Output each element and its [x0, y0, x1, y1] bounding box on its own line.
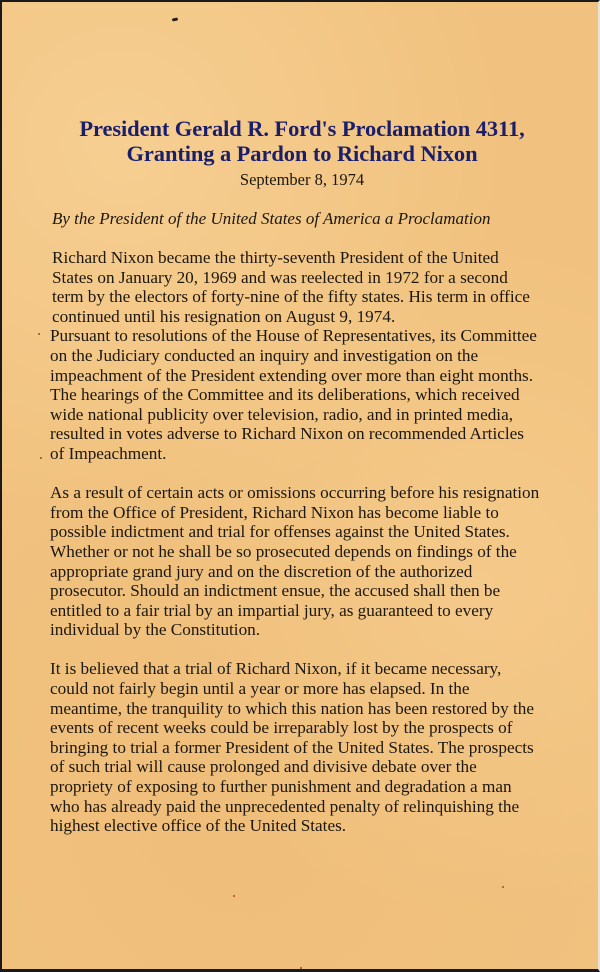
paragraph-line: from the Office of President, Richard Nixon has become liable to	[50, 502, 499, 522]
paragraph-line: Whether or not he shall be so prosecuted depends on findings of the	[50, 541, 517, 561]
paragraph-line: meantime, the tranquility to which this nation has been restored by the	[50, 698, 534, 718]
paragraph-line: impeachment of the President extending over more than eight months.	[50, 365, 534, 385]
paragraph-line: bringing to trial a former President of the United States. The prospects	[50, 737, 534, 757]
paragraph-line: The hearings of the Committee and its deliberations, which received	[50, 385, 520, 405]
paragraph-line: individual by the Constitution.	[50, 620, 261, 640]
document-body	[2, 116, 600, 836]
paper-speck	[233, 895, 235, 897]
paragraph-line: wide national publicity over television, radio, and in printed media,	[50, 404, 513, 424]
paragraph-line: highest elective office of the United States.	[50, 816, 347, 836]
document-date: September 8, 1974	[239, 170, 365, 189]
paper-speck	[300, 967, 302, 969]
title-line: President Gerald R. Ford's Proclamation 4311,	[79, 116, 525, 141]
paragraph-line: term by the electors of forty-nine of the fifty states. His term in office	[52, 287, 530, 307]
paragraph-line: possible indictment and trial for offenses against the United States.	[50, 522, 510, 542]
paragraph-line: entitled to a fair trial by an impartial jury, as guaranteed to every	[50, 600, 494, 620]
paragraph-line: propriety of exposing to further punishment and degradation a man	[50, 777, 512, 797]
title-line: Granting a Pardon to Richard Nixon	[126, 141, 478, 166]
paragraph-line: on the Judiciary conducted an inquiry and investigation on the	[50, 345, 479, 365]
paragraph-line: appropriate grand jury and on the discretion of the authorized	[50, 561, 473, 581]
paragraph-line: Pursuant to resolutions of the House of Representatives, its Committee	[50, 326, 537, 346]
paragraph-line: of Impeachment.	[50, 443, 167, 463]
paragraph-line: of such trial will cause prolonged and divisive debate over the	[50, 757, 477, 777]
paragraph-line: As a result of certain acts or omissions occurring before his resignation	[50, 483, 540, 503]
paragraph	[2, 248, 600, 326]
paragraph	[2, 659, 600, 835]
document-title	[2, 116, 600, 166]
proclamation-preamble: By the President of the United States of America a Proclamation	[52, 209, 491, 228]
paragraph-line: continued until his resignation on August 9, 1974.	[52, 306, 396, 326]
paragraph-line: prosecutor. Should an indictment ensue, the accused shall then be	[50, 581, 501, 601]
paragraph-line: who has already paid the unprecedented penalty of relinquishing the	[50, 796, 520, 816]
paragraph	[2, 326, 600, 463]
paragraph	[2, 483, 600, 640]
paragraph-line: events of recent weeks could be irreparably lost by the prospects of	[50, 718, 513, 738]
paragraph-line: It is believed that a trial of Richard Nixon, if it became necessary,	[50, 659, 502, 679]
paragraph-line: resulted in votes adverse to Richard Nixon on recommended Articles	[50, 424, 524, 444]
paper-speck	[502, 886, 504, 888]
paragraph-line: could not fairly begin until a year or more has elapsed. In the	[50, 679, 470, 699]
paragraph-line: Richard Nixon became the thirty-seventh President of the United	[52, 248, 499, 267]
paragraph-line: States on January 20, 1969 and was reelected in 1972 for a second	[52, 267, 508, 287]
paper-speck	[172, 17, 178, 21]
